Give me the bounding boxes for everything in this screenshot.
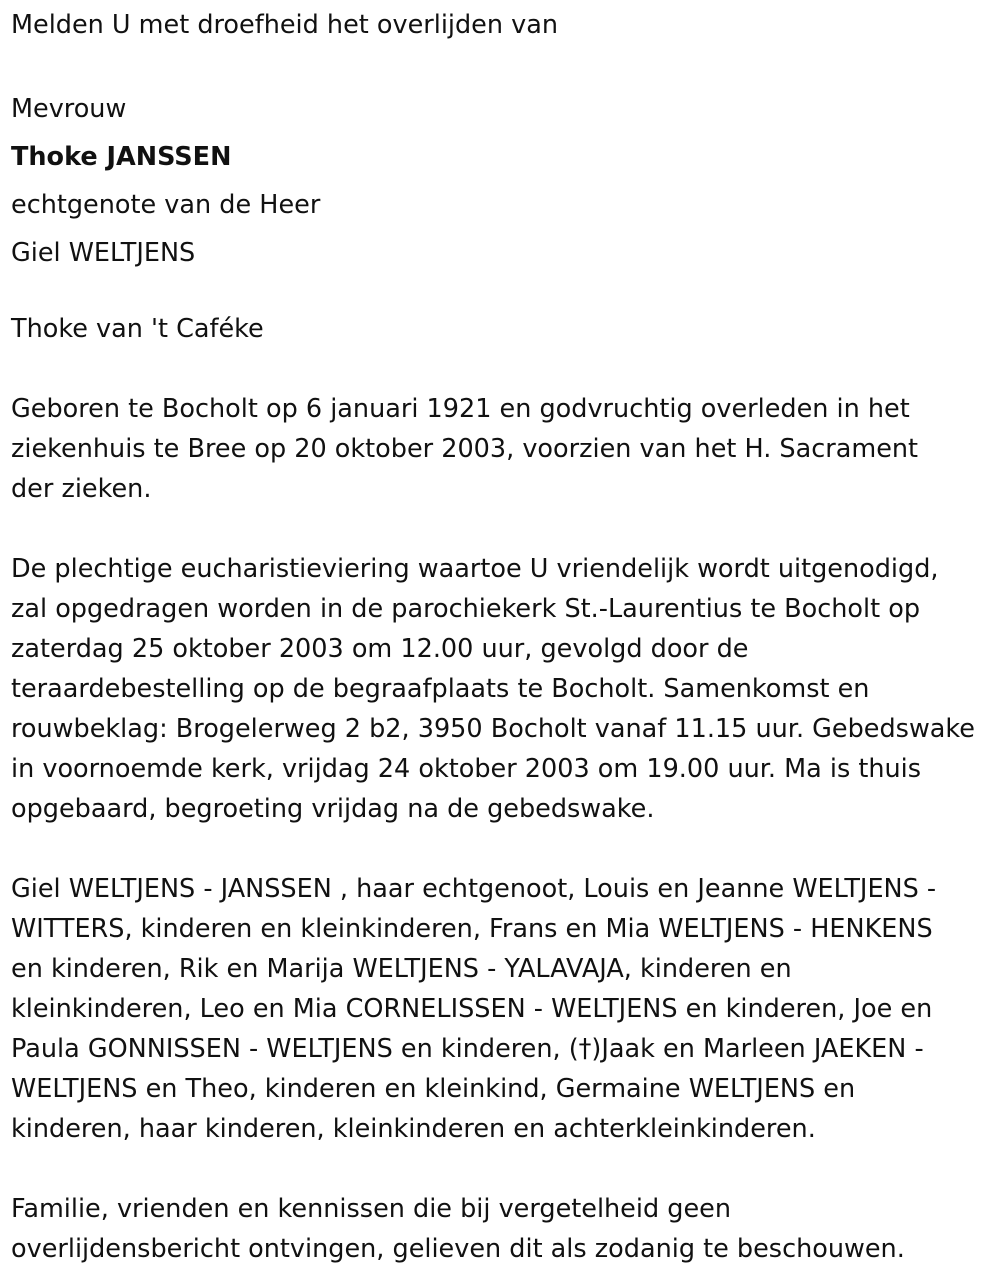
- paragraph-line: Giel WELTJENS - JANSSEN , haar echtgenoot, Louis en Jeanne WELTJENS -: [11, 874, 937, 904]
- spouse-name: Giel WELTJENS: [11, 238, 196, 268]
- paragraph-line: teraardebestelling op de begraafplaats te Bocholt. Samenkomst en: [11, 674, 870, 704]
- paragraph-line: zal opgedragen worden in de parochiekerk St.-Laurentius te Bocholt op: [11, 594, 921, 624]
- paragraph-line: WELTJENS en Theo, kinderen en kleinkind, Germaine WELTJENS en: [11, 1074, 856, 1104]
- paragraph-line: kleinkinderen, Leo en Mia CORNELISSEN - WELTJENS en kinderen, Joe en: [11, 994, 933, 1024]
- paragraph-line: ziekenhuis te Bree op 20 oktober 2003, voorzien van het H. Sacrament: [11, 434, 919, 464]
- paragraph-line: Geboren te Bocholt op 6 januari 1921 en godvruchtig overleden in het: [11, 394, 910, 424]
- ceremony-paragraph: [11, 549, 988, 829]
- paragraph-line: kinderen, haar kinderen, kleinkinderen en achterkleinkinderen.: [11, 1114, 816, 1144]
- paragraph-line: overlijdensbericht ontvingen, gelieven dit als zodanig te beschouwen.: [11, 1234, 905, 1264]
- paragraph-line: rouwbeklag: Brogelerweg 2 b2, 3950 Bocholt vanaf 11.15 uur. Gebedswake: [11, 714, 975, 744]
- paragraph-line: zaterdag 25 oktober 2003 om 12.00 uur, gevolgd door de: [11, 634, 749, 664]
- intro-text: Melden U met droefheid het overlijden van: [11, 10, 559, 40]
- paragraph-line: en kinderen, Rik en Marija WELTJENS - YALAVAJA, kinderen en: [11, 954, 792, 984]
- spacer: [11, 45, 988, 85]
- paragraph-line: Paula GONNISSEN - WELTJENS en kinderen, (†)Jaak en Marleen JAEKEN -: [11, 1034, 924, 1064]
- family-paragraph: [11, 869, 988, 1149]
- paragraph-line: opgebaard, begroeting vrijdag na de gebedswake.: [11, 794, 655, 824]
- spacer: [11, 509, 988, 549]
- nickname: Thoke van 't Caféke: [11, 314, 264, 344]
- spacer: [11, 277, 988, 309]
- spacer: [11, 1149, 988, 1189]
- paragraph-line: De plechtige eucharistieviering waartoe U vriendelijk wordt uitgenodigd,: [11, 554, 939, 584]
- spacer: [11, 349, 988, 389]
- spouse-relation: echtgenote van de Heer: [11, 190, 321, 220]
- closing-paragraph: [11, 1189, 988, 1269]
- paragraph-line: Familie, vrienden en kennissen die bij vergetelheid geen: [11, 1194, 731, 1224]
- paragraph-line: WITTERS, kinderen en kleinkinderen, Frans en Mia WELTJENS - HENKENS: [11, 914, 933, 944]
- spacer: [11, 829, 988, 869]
- paragraph-line: der zieken.: [11, 474, 152, 504]
- title-prefix: Mevrouw: [11, 94, 127, 124]
- paragraph-line: in voornoemde kerk, vrijdag 24 oktober 2003 om 19.00 uur. Ma is thuis: [11, 754, 922, 784]
- deceased-name: Thoke JANSSEN: [11, 142, 232, 172]
- birth-death-paragraph: [11, 389, 988, 509]
